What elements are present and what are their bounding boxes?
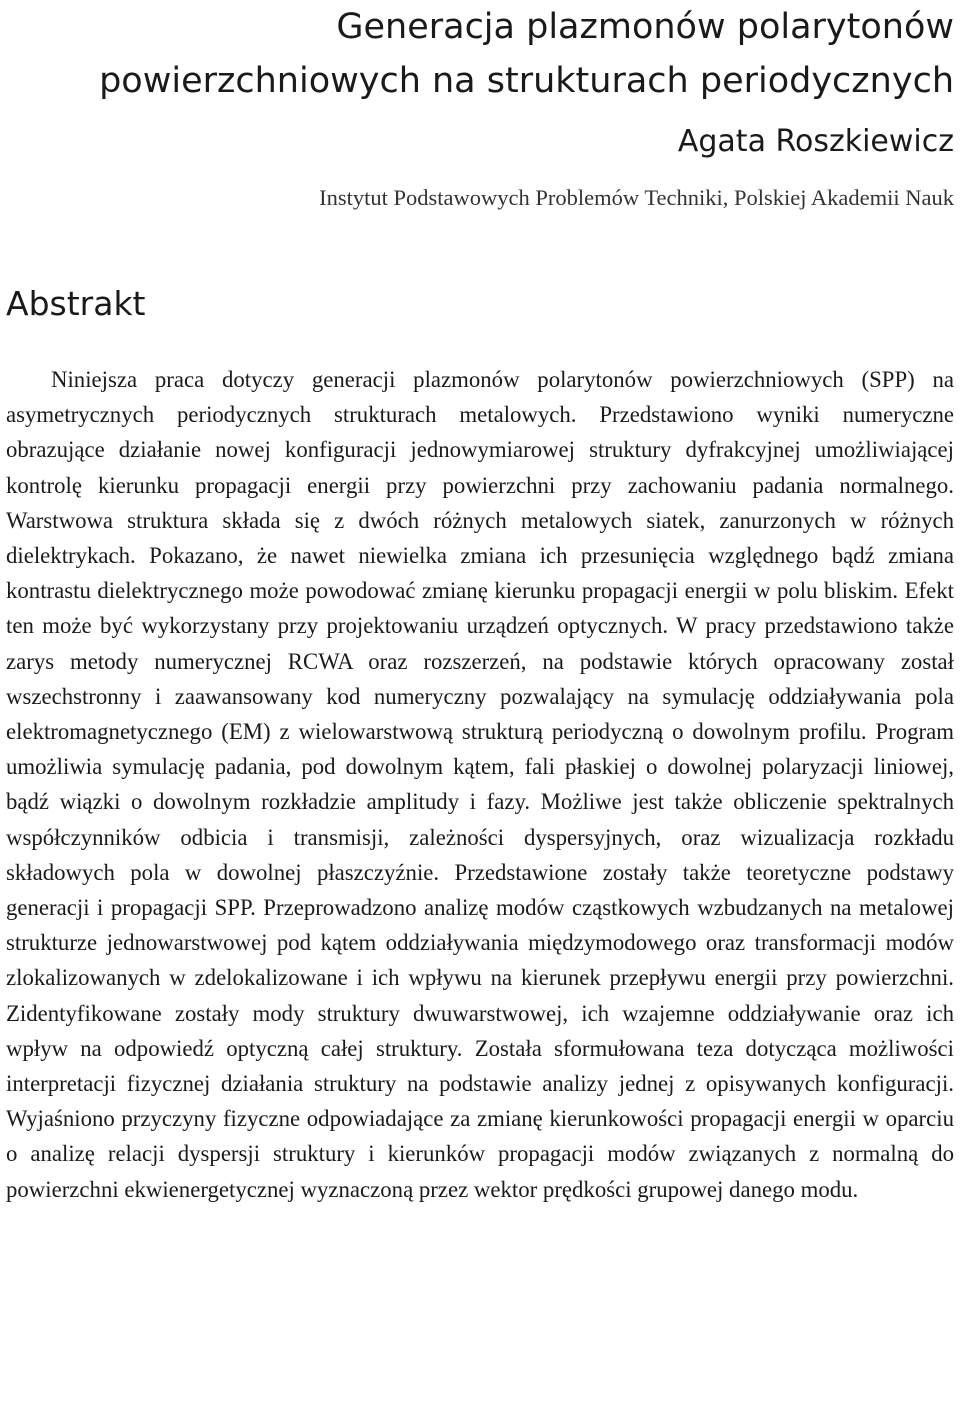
- author-affiliation: Instytut Podstawowych Problemów Techniki, Polskiej Akademii Nauk: [319, 185, 954, 210]
- author-name: Agata Roszkiewicz: [677, 124, 954, 159]
- abstract-heading: Abstrakt: [6, 284, 146, 323]
- abstract-text: Niniejsza praca dotyczy generacji plazmonów polarytonów powierzchniowych (SPP) na asymetrycznych periodycznych strukturach metalowych. Przedstawiono wyniki numeryczne obrazujące działanie nowej konfiguracji jednowymiarowej struktury dyfrakcyjnej umożliwiającej kontrolę kierunku propagacji energii przy powierzchni przy zachowaniu padania normalnego. Warstwowa struktura składa się z dwóch różnych metalowych siatek, zanurzonych w różnych dielektrykach. Pokazano, że nawet niewielka zmiana ich przesunięcia względnego bądź zmiana kontrastu dielektrycznego może powodować zmianę kierunku propagacji energii w polu bliskim. Efekt ten może być wykorzystany przy projektowaniu urządzeń optycznych. W pracy przedstawiono także zarys metody numerycznej RCWA oraz rozszerzeń, na podstawie których opracowany został wszechstronny i zaawansowany kod numeryczny pozwalający na symulację oddziaływania pola elektromagnetycznego (EM) z wielowarstwową strukturą periodyczną o dowolnym profilu. Program umożliwia symulację padania, pod dowolnym kątem, fali płaskiej o dowolnej polaryzacji liniowej, bądź wiązki o dowolnym rozkładzie amplitudy i fazy. Możliwe jest także obliczenie spektralnych współczynników odbicia i transmisji, zależności dyspersyjnych, oraz wizualizacja rozkładu składowych pola w dowolnej płaszczyźnie. Przedstawione zostały także teoretyczne podstawy generacji i propagacji SPP. Przeprowadzono analizę modów cząstkowych wzbudzanych na metalowej strukturze jednowarstwowej pod kątem oddziaływania międzymodowego oraz transformacji modów zlokalizowanych w zdelokalizowane i ich wpływu na kierunek przepływu energii przy powierzchni. Zidentyfikowane zostały mody struktury dwuwarstwowej, ich wzajemne oddziaływanie oraz ich wpływ na odpowiedź optyczną całej struktury. Została sformułowana teza dotycząca możliwości interpretacji fizycznej działania struktury na podstawie analizy jednej z opisywanych konfiguracji. Wyjaśniono przyczyny fizyczne odpowiadające za zmianę kierunkowości propagacji energii w oparciu o analizę relacji dyspersji struktury i kierunków propagacji modów związanych z normalną do powierzchni ekwienergetycznej wyznaczoną przez wektor prędkości grupowej danego modu.: [6, 367, 954, 1202]
- document-title: Generacja plazmonów polarytonów powierzchniowych na strukturach periodycznych: [99, 7, 954, 101]
